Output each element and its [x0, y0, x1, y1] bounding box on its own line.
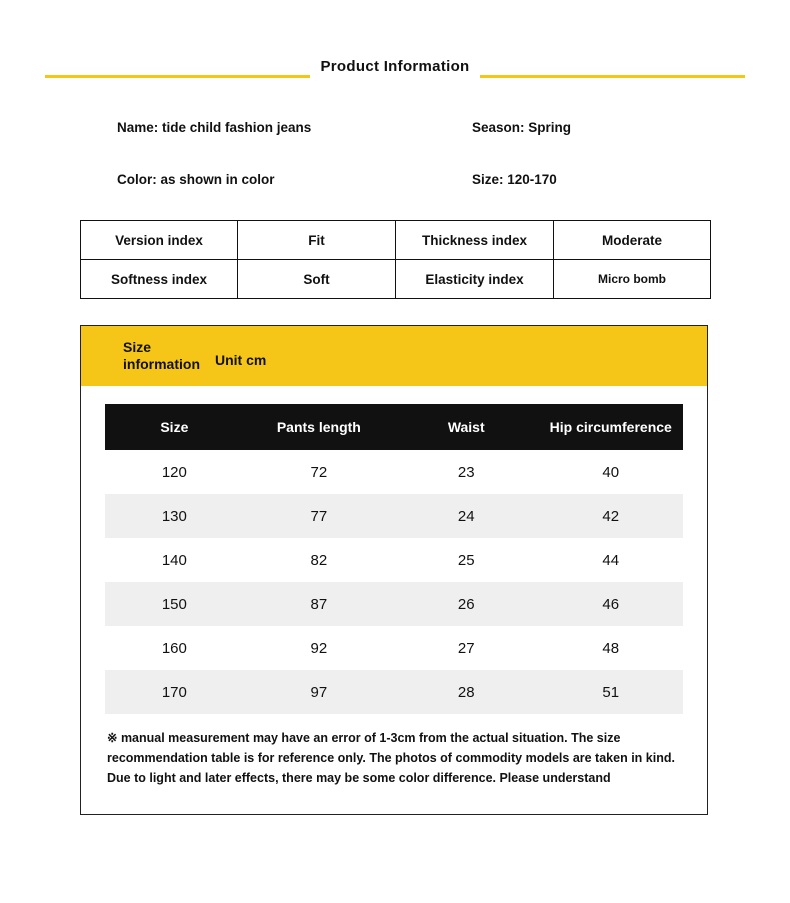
size-cell: 97	[244, 670, 394, 714]
size-cell: 150	[105, 582, 244, 626]
size-cell: 51	[538, 670, 683, 714]
index-table	[80, 220, 711, 299]
table-row	[105, 494, 683, 538]
column-header-hip-circumference: Hip circumference	[538, 404, 683, 450]
size-cell: 170	[105, 670, 244, 714]
size-cell: 140	[161, 551, 187, 569]
index-cell: Elasticity index	[396, 260, 554, 299]
size-cell: 24	[394, 494, 539, 538]
index-cell: Soft	[238, 260, 396, 299]
size-cell: 27	[457, 639, 475, 657]
column-header-waist: Waist	[394, 404, 539, 450]
size-table	[105, 404, 683, 714]
size-cell: 23	[457, 463, 475, 481]
size-table-header-row	[105, 404, 683, 450]
index-cell: Version index	[81, 221, 238, 260]
table-row	[81, 221, 711, 260]
size-cell: 26	[394, 582, 539, 626]
size-cell: 92	[310, 639, 328, 657]
size-cell: 87	[244, 582, 394, 626]
table-row	[105, 582, 683, 626]
size-cell: 28	[394, 670, 539, 714]
size-banner	[81, 326, 707, 386]
size-cell: 72	[310, 463, 328, 481]
size-cell: 77	[244, 494, 394, 538]
page-header	[0, 58, 790, 90]
attribute-name: Name: tide child fashion jeans	[117, 120, 312, 135]
table-row	[105, 670, 683, 714]
size-banner-unit: Unit cm	[215, 352, 267, 368]
index-cell: Thickness index	[396, 221, 554, 260]
table-row	[81, 260, 711, 299]
size-cell: 48	[602, 639, 620, 657]
size-cell: 44	[602, 551, 620, 569]
page-title: Product Information	[0, 58, 790, 75]
table-row	[105, 626, 683, 670]
index-cell: Softness index	[81, 260, 238, 299]
attribute-size: Size: 120-170	[472, 172, 557, 187]
size-cell: 82	[310, 551, 328, 569]
size-cell: 25	[457, 551, 475, 569]
size-cell: 130	[105, 494, 244, 538]
size-banner-title: Size information	[123, 339, 200, 372]
size-cell: 40	[602, 463, 620, 481]
size-cell: 42	[538, 494, 683, 538]
column-header-pants-length: Pants length	[244, 404, 394, 450]
product-attributes	[0, 120, 790, 187]
attribute-color: Color: as shown in color	[117, 172, 275, 187]
measurement-note: ※ manual measurement may have an error of 1-3cm from the actual situation. The size recommendation table is for reference only. The photos of commodity models are taken in kind. Due to light and later effects, there may be some color difference. Please understand	[107, 731, 675, 785]
index-cell: Moderate	[554, 221, 711, 260]
index-cell: Fit	[238, 221, 396, 260]
index-cell: Micro bomb	[554, 260, 711, 299]
table-row	[105, 450, 683, 494]
attribute-season: Season: Spring	[472, 120, 572, 135]
size-cell: 160	[161, 639, 187, 657]
size-cell: 46	[538, 582, 683, 626]
size-information-panel	[80, 325, 708, 815]
table-row	[105, 538, 683, 582]
size-cell: 120	[161, 463, 187, 481]
column-header-size: Size	[105, 404, 244, 450]
